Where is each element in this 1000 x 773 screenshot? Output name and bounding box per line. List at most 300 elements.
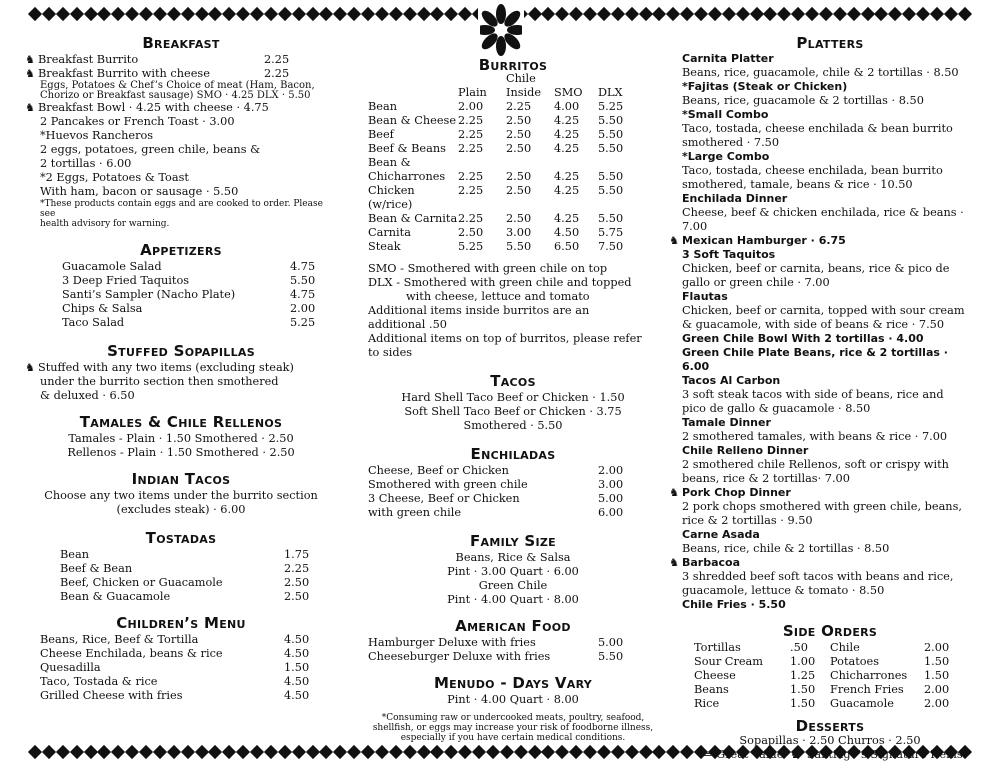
table-header: Plain [458,86,487,99]
table-cell: 2.50 [506,142,532,155]
signature-icon: ♞ [25,101,35,114]
indian-tacos-heading: Indian Tacos [131,470,231,488]
diamond-icon [361,745,375,759]
diamond-icon [652,745,666,759]
platter-name [682,444,978,458]
diamond-icon [736,7,750,21]
diamond-icon [97,745,111,759]
table-row [368,100,642,114]
diamond-icon [625,745,639,759]
table-header-row [368,86,642,100]
tacos-heading: Tacos [490,372,536,390]
burrito-note: DLX - Smothered with green chile and topped [368,276,632,289]
diamond-icon [278,745,292,759]
item-price: 2.50 [284,590,310,603]
menu-item: *Huevos Rancheros [40,129,154,142]
diamond-icon [749,7,763,21]
menu-item [60,548,340,562]
menu-item [60,576,340,590]
diamond-icon [264,745,278,759]
table-cell [506,156,554,170]
platter-label: Enchilada Dinner [682,192,788,205]
menu-item [368,478,658,492]
table-row [368,170,642,184]
menu-item: Soft Shell Taco Beef or Chicken · 3.75 [404,405,622,418]
table-cell: 5.25 [458,240,484,253]
table-cell: Guacamole [830,697,894,710]
table-cell: 4.25 [554,114,580,127]
diamond-icon [28,7,42,21]
item-price: 5.50 [598,650,624,663]
table-cell: Rice [694,697,720,710]
table-cell: 4.00 [554,100,580,113]
menu-item [368,636,658,650]
item-name: Hamburger Deluxe with fries [368,636,536,649]
table-cell: 5.50 [598,170,624,183]
middle-column [368,30,658,743]
diamond-icon [194,745,208,759]
burrito-note: Additional items inside burritos are an [368,304,590,317]
table-cell: Potatoes [830,655,880,668]
diamond-icon [167,745,181,759]
diamond-icon [111,745,125,759]
menu-item [368,506,658,520]
item-name: Bean [60,548,89,561]
table-cell: Bean & Cheese [368,114,457,127]
health-advisory: *Consuming raw or undercooked meats, poultry, seafood, [381,713,645,723]
item-name: with green chile [368,506,462,519]
health-advisory: shellfish, or eggs may increase your risk of foodborne illness, [372,723,654,733]
diamond-icon [833,7,847,21]
table-cell [598,156,642,170]
platter-label: Barbacoa [682,556,741,569]
platter-description: 2 smothered tamales, with beans & rice · 7.00 [682,430,948,443]
platter-name [682,108,978,122]
menu-item: Tamales - Plain · 1.50 Smothered · 2.50 [68,432,294,445]
burritos-table [368,72,642,254]
diamond-icon [458,7,472,21]
diamond-icon [56,7,70,21]
platter-description: Beans, rice, guacamole & 2 tortillas · 8.50 [682,94,924,107]
signature-icon: ♞ [669,234,679,247]
diamond-icon [930,7,944,21]
table-cell: 2.25 [458,170,484,183]
menu-item [40,689,340,703]
diamond-icon [472,745,486,759]
signature-icon: ♞ [669,556,679,569]
diamond-icon [56,745,70,759]
platter-name [682,80,978,94]
table-row [694,641,964,655]
menu-item [60,562,340,576]
table-cell: 5.50 [598,212,624,225]
table-cell: 5.25 [598,100,624,113]
item-price: 5.00 [598,636,624,649]
diamond-icon [70,7,84,21]
item-name: Santi’s Sampler (Nacho Plate) [62,288,236,301]
diamond-icon [292,7,306,21]
diamond-icon [83,745,97,759]
table-cell: 5.50 [598,114,624,127]
platter-name [682,290,978,304]
platter-description: 3 soft steak tacos with side of beans, rice and [682,388,944,401]
childrens-list [22,633,340,703]
table-cell: 7.50 [598,240,624,253]
menu-item [62,274,340,288]
diamond-icon [902,7,916,21]
menu-item: Pint · 4.00 Quart · 8.00 [447,693,579,706]
menu-item: ♞ Breakfast Burrito 2.25 [22,53,340,67]
item-description: 2 eggs, potatoes, green chile, beans & [40,143,261,156]
table-cell: 1.50 [790,697,816,710]
diamond-icon [555,745,569,759]
item-description: 2 tortillas · 6.00 [40,157,132,170]
item-name: Cheese, Beef or Chicken [368,464,509,477]
childrens-menu-heading: Children’s Menu [116,614,246,632]
platter-label: *Large Combo [682,150,770,163]
diamond-icon [111,7,125,21]
platters-list [669,52,978,612]
diamond-icon [361,7,375,21]
platter-description: 2 pork chops smothered with green chile, beans, [682,500,962,513]
left-column [22,30,340,703]
diamond-icon [860,7,874,21]
table-cell: 1.50 [924,669,950,682]
table-cell: 2.50 [506,114,532,127]
burrito-note: Additional items on top of burritos, please refer [368,332,642,345]
enchiladas-list [368,464,658,520]
item-name: Beef & Bean [60,562,133,575]
table-cell: 2.50 [506,212,532,225]
platter-label: 3 Soft Taquitos [682,248,776,261]
menu-item: Pint · 3.00 Quart · 6.00 [447,565,579,578]
item-name: 3 Cheese, Beef or Chicken [368,492,520,505]
table-row [694,669,964,683]
diamond-icon [805,7,819,21]
table-cell: Bean & Carnita [368,212,458,225]
item-name: Beans, Rice, Beef & Tortilla [40,633,199,646]
item-name: Taco Salad [62,316,125,329]
diamond-icon [125,7,139,21]
menu-item [62,302,340,316]
tostadas-list [22,548,340,604]
diamond-icon [250,745,264,759]
menu-item: ♞ Stuffed with any two items (excluding steak) [22,361,340,375]
table-cell: 1.50 [790,683,816,696]
diamond-icon [611,745,625,759]
table-row [368,128,642,142]
diamond-icon [847,7,861,21]
platter-label: *Small Combo [682,108,769,121]
table-cell: 2.00 [924,641,950,654]
diamond-icon [97,7,111,21]
diamond-icon [222,7,236,21]
american-list [368,636,658,664]
platter-description: Taco, tostada, cheese enchilada, bean burrito [682,164,943,177]
table-cell: 2.25 [458,184,484,197]
item-name: 3 Deep Fried Taquitos [62,274,190,287]
table-header: Chile [506,72,536,85]
diamond-icon [430,745,444,759]
legend: *= Great Value ♞ Santiago’s Signature Items [697,748,963,761]
diamond-icon [125,745,139,759]
platter-description: guacamole, lettuce & tomato · 8.50 [682,584,885,597]
item-price: 4.50 [284,647,310,660]
platter-name [682,248,978,262]
diamond-icon [652,7,666,21]
item-description: under the burrito section then smothered [40,375,279,388]
platter-description: smothered · 7.50 [682,136,780,149]
diamond-icon [236,745,250,759]
family-size-heading: Family Size [470,532,556,550]
burrito-note: with cheese, lettuce and tomato [406,290,590,303]
table-cell: 2.00 [458,100,484,113]
platter-label: *Fajitas (Steak or Chicken) [682,80,848,93]
table-cell: 4.25 [554,184,580,197]
menu-item: Green Chile [478,579,548,592]
table-cell: 3.00 [506,226,532,239]
item-name: Bean & Guacamole [60,590,171,603]
item-price: 4.50 [284,675,310,688]
desserts-heading: Desserts [795,717,865,735]
menu-item: *2 Eggs, Potatoes & Toast [40,171,189,184]
table-cell: French Fries [830,683,904,696]
burrito-note: additional .50 [368,318,447,331]
appetizers-heading: Appetizers [140,241,222,259]
menu-item: ♞ Breakfast Bowl · 4.25 with cheese · 4.75 [22,101,340,115]
diamond-icon [541,7,555,21]
item-price: 5.25 [290,316,316,329]
diamond-icon [70,745,84,759]
item-price: 3.00 [598,478,624,491]
platter-name [682,598,978,612]
diamond-icon [333,7,347,21]
item-name: Chips & Salsa [62,302,143,315]
menu-item [368,650,658,664]
platter-description: Cheese, beef & chicken enchilada, rice & beans · 7.00 [682,206,964,233]
table-cell: 5.50 [598,128,624,141]
table-cell: 2.25 [458,114,484,127]
diamond-icon [333,745,347,759]
diamond-icon [416,745,430,759]
enchiladas-heading: Enchiladas [470,445,556,463]
diamond-icon [389,7,403,21]
platter-name [682,192,978,206]
diamond-icon [153,7,167,21]
diamond-icon [139,7,153,21]
table-cell: 2.50 [458,226,484,239]
diamond-icon [694,7,708,21]
diamond-icon [42,7,56,21]
diamond-icon [500,745,514,759]
platter-name [682,332,978,346]
health-advisory: especially if you have certain medical conditions. [400,733,626,743]
menu-item: Choose any two items under the burrito section [44,489,318,502]
table-row [368,114,642,128]
diamond-icon [208,745,222,759]
diamond-icon [194,7,208,21]
diamond-icon [153,745,167,759]
burrito-note: SMO - Smothered with green chile on top [368,262,608,275]
american-food-heading: American Food [455,617,571,635]
signature-icon: ♞ [25,361,35,374]
table-cell: 6.50 [554,240,580,253]
diamond-icon [874,7,888,21]
diamond-icon [583,745,597,759]
diamond-icon [42,745,56,759]
table-cell: 5.50 [598,142,624,155]
diamond-icon [625,7,639,21]
platter-label: Green Chile Bowl With 2 tortillas · 4.00 [682,332,924,345]
diamond-icon [763,7,777,21]
table-cell: 2.25 [458,142,484,155]
platter-name [682,374,978,388]
diamond-icon [319,7,333,21]
table-cell: 4.25 [554,142,580,155]
item-price: 5.00 [598,492,624,505]
platter-name [682,528,978,542]
item-description: Eggs, Potatoes & Chef’s Choice of meat (Ham, Bacon, [40,80,315,91]
table-cell: 4.50 [554,226,580,239]
table-cell: Carnita [368,226,411,239]
item-description: & deluxed · 6.50 [40,389,135,402]
menu-item [62,260,340,274]
platter-label: Flautas [682,290,728,303]
diamond-icon [527,745,541,759]
item-price: 6.00 [598,506,624,519]
diamond-icon [514,745,528,759]
table-header: DLX [598,86,623,99]
diamond-icon [638,745,652,759]
platter-description: 3 shredded beef soft tacos with beans and rice, [682,570,954,583]
table-cell: 5.50 [506,240,532,253]
platter-description: rice & 2 tortillas · 9.50 [682,514,813,527]
table-cell: Beef [368,128,394,141]
table-cell: Beef & Beans [368,142,446,155]
table-cell: 1.25 [790,669,816,682]
platter-label: Mexican Hamburger · 6.75 [682,234,846,247]
table-row [368,184,642,212]
table-cell: 2.50 [506,128,532,141]
menu-item: Rellenos - Plain · 1.50 Smothered · 2.50 [67,446,295,459]
menu-item [40,661,340,675]
diamond-icon [278,7,292,21]
diamond-icon [638,7,652,21]
platter-label: Chile Relleno Dinner [682,444,809,457]
platter-description: Chicken, beef or carnita, topped with sour cream [682,304,965,317]
diamond-icon [458,745,472,759]
diamond-icon [375,7,389,21]
egg-note: *These products contain eggs and are cooked to order. Please see [40,199,323,219]
sopapillas-heading: Stuffed Sopapillas [107,342,255,360]
menu-item [40,675,340,689]
diamond-icon [319,745,333,759]
diamond-icon [403,745,417,759]
diamond-icon [486,745,500,759]
diamond-icon [597,7,611,21]
item-name: Grilled Cheese with fries [40,689,183,702]
diamond-icon [680,7,694,21]
tamales-heading: Tamales & Chile Rellenos [79,413,283,431]
diamond-icon [347,745,361,759]
diamond-icon [541,745,555,759]
item-price: 5.50 [290,274,316,287]
table-cell: 1.50 [924,655,950,668]
diamond-icon [139,745,153,759]
diamond-icon [389,745,403,759]
diamond-icon [569,745,583,759]
item-name: Guacamole Salad [62,260,162,273]
item-name: Beef, Chicken or Guacamole [60,576,223,589]
diamond-icon [958,7,972,21]
item-price: 4.50 [284,689,310,702]
menudo-heading: Menudo - Days Vary [433,674,593,692]
table-cell: Tortillas [694,641,741,654]
diamond-icon [819,7,833,21]
platter-label: Tamale Dinner [682,416,771,429]
diamond-icon [250,7,264,21]
platter-label: Tacos Al Carbon [682,374,781,387]
table-cell: .50 [790,641,808,654]
menu-item: Smothered · 5.50 [463,419,563,432]
table-cell: 2.50 [506,170,532,183]
diamond-icon [28,745,42,759]
table-cell: 2.25 [458,128,484,141]
appetizers-list [22,260,340,330]
platter-description: beans, rice & 2 tortillas· 7.00 [682,472,850,485]
diamond-icon [722,7,736,21]
menu-item [62,288,340,302]
item-name: Cheeseburger Deluxe with fries [368,650,551,663]
diamond-icon [305,7,319,21]
table-row [694,655,964,669]
diamond-icon [264,7,278,21]
platter-label: Pork Chop Dinner [682,486,791,499]
burrito-note: to sides [368,346,413,359]
menu-item: Hard Shell Taco Beef or Chicken · 1.50 [401,391,625,404]
platter-description: 2 smothered chile Rellenos, soft or crispy with [682,458,949,471]
table-cell: Beans [694,683,729,696]
diamond-icon [569,7,583,21]
diamond-icon [305,745,319,759]
menu-item: Pint · 4.00 Quart · 8.00 [447,593,579,606]
table-cell: 2.25 [506,100,532,113]
platter-name [666,234,978,248]
item-name: Quesadilla [40,661,101,674]
platter-label: Chile Fries · 5.50 [682,598,786,611]
diamond-icon [597,745,611,759]
table-cell: 4.25 [554,212,580,225]
table-cell: Bean [368,100,397,113]
menu-item: (excludes steak) · 6.00 [116,503,246,516]
table-header: Inside [506,86,542,99]
diamond-icon [181,7,195,21]
diamond-icon [444,745,458,759]
menu-item: ♞ Breakfast Burrito with cheese 2.25 [22,67,340,81]
platter-description: Chicken, beef or carnita, beans, rice & pico de [682,262,950,275]
signature-icon: ♞ [669,486,679,499]
breakfast-heading: Breakfast [142,34,220,52]
item-description: Chorizo or Breakfast sausage) SMO · 4.25 DLX · 5.50 [40,90,311,101]
diamond-icon [527,7,541,21]
table-cell: Chicken (w/rice) [368,184,415,211]
table-row [368,156,642,170]
signature-icon: ♞ [25,67,35,80]
item-price: 1.75 [284,548,310,561]
item-name: Smothered with green chile [368,478,528,491]
diamond-icon [708,7,722,21]
item-price: 4.50 [284,633,310,646]
